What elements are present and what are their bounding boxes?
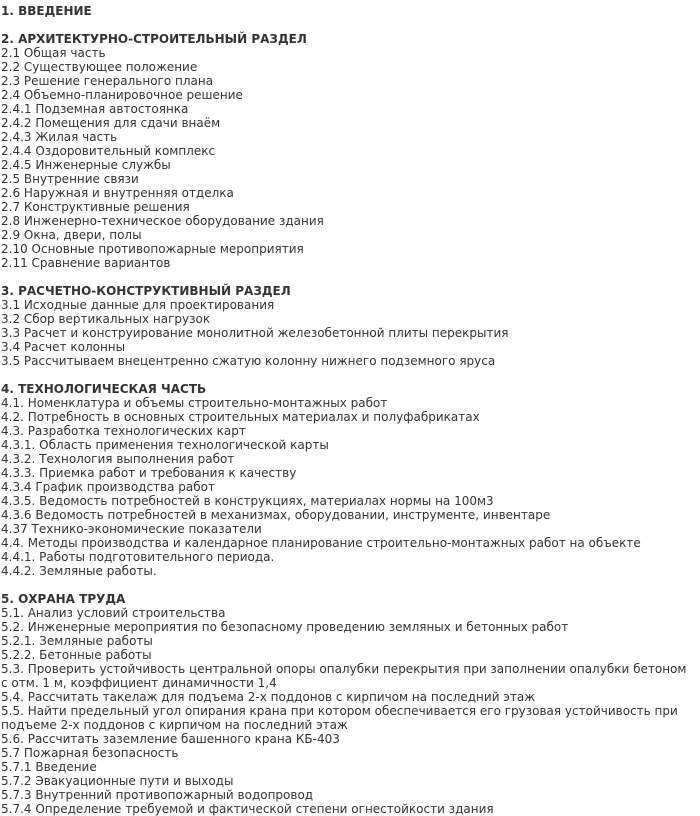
toc-item: 5.7.2 Эвакуационные пути и выходы	[1, 774, 234, 788]
toc-item: 4.4.2. Земляные работы.	[1, 564, 157, 578]
toc-item: 5.2.1. Земляные работы	[1, 634, 153, 648]
section-item-list	[1, 298, 696, 368]
section-item-list	[1, 46, 696, 270]
toc-item: 4.37 Технико-экономические показатели	[1, 522, 262, 536]
section-heading: 5. ОХРАНА ТРУДА	[1, 592, 126, 606]
toc-item: 5.7.3 Внутренний противопожарный водопровод	[1, 788, 314, 802]
section-heading: 1. ВВЕДЕНИЕ	[1, 4, 92, 18]
toc-item: 2.3 Решение генерального плана	[1, 74, 214, 88]
toc-item: 2.11 Сравнение вариантов	[1, 256, 171, 270]
section-item-list	[1, 396, 696, 578]
toc-item: 3.1 Исходные данные для проектирования	[1, 298, 275, 312]
toc-item: 2.10 Основные противопожарные мероприятия	[1, 242, 304, 256]
toc-item: 5.3. Проверить устойчивость центральной опоры опалубки перекрытия при заполнении опалубки бетоном с отм. 1 м, коэффициент динамичности 1,4	[1, 662, 687, 690]
toc-section	[1, 284, 696, 368]
toc-item: 4.3.4 График производства работ	[1, 480, 215, 494]
section-item-list	[1, 606, 696, 816]
toc-item: 5.7 Пожарная безопасность	[1, 746, 179, 760]
toc-item: 2.4.3 Жилая часть	[1, 130, 118, 144]
toc-item: 5.5. Найти предельный угол опирания крана при котором обеспечивается его грузовая устойчивость при подъеме 2-х поддонов с кирпичом на последний этаж	[1, 704, 678, 732]
toc-item: 4.4.1. Работы подготовительного периода.	[1, 550, 275, 564]
toc-item: 4.3.3. Приемка работ и требования к качеству	[1, 466, 297, 480]
toc-item: 2.4.5 Инженерные службы	[1, 158, 171, 172]
toc-item: 4.3. Разработка технологических карт	[1, 424, 246, 438]
toc-item: 2.4 Объемно-планировочное решение	[1, 88, 243, 102]
section-heading: 2. АРХИТЕКТУРНО-СТРОИТЕЛЬНЫЙ РАЗДЕЛ	[1, 32, 307, 46]
toc-item: 5.6. Рассчитать заземление башенного крана КБ-403	[1, 732, 340, 746]
toc-item: 5.2. Инженерные мероприятия по безопасному проведению земляных и бетонных работ	[1, 620, 569, 634]
toc-item: 2.4.2 Помещения для сдачи внаём	[1, 116, 221, 130]
toc-item: 2.4.1 Подземная автостоянка	[1, 102, 189, 116]
toc-item: 2.2 Существующее положение	[1, 60, 198, 74]
toc-section	[1, 592, 696, 816]
toc-item: 2.6 Наружная и внутренняя отделка	[1, 186, 234, 200]
toc-item: 2.5 Внутренние связи	[1, 172, 139, 186]
toc-item: 3.5 Рассчитываем внецентренно сжатую колонну нижнего подземного яруса	[1, 354, 496, 368]
toc-item: 2.1 Общая часть	[1, 46, 106, 60]
toc-section	[1, 32, 696, 270]
toc-item: 2.8 Инженерно-техническое оборудование здания	[1, 214, 324, 228]
section-heading: 4. ТЕХНОЛОГИЧЕСКАЯ ЧАСТЬ	[1, 382, 207, 396]
toc-item: 5.2.2. Бетонные работы	[1, 648, 152, 662]
toc-item: 3.3 Расчет и конструирование монолитной железобетонной плиты перекрытия	[1, 326, 509, 340]
toc-section	[1, 4, 696, 18]
toc-item: 4.3.6 Ведомость потребностей в механизмах, оборудовании, инструменте, инвентаре	[1, 508, 551, 522]
toc-item: 4.3.5. Ведомость потребностей в конструкциях, материалах нормы на 100м3	[1, 494, 494, 508]
toc-item: 5.7.1 Введение	[1, 760, 97, 774]
toc-section	[1, 382, 696, 578]
toc-item: 5.4. Рассчитать такелаж для подъема 2-х поддонов с кирпичом на последний этаж	[1, 690, 536, 704]
toc-item: 5.1. Анализ условий строительства	[1, 606, 226, 620]
toc-item: 4.4. Методы производства и календарное планирование строительно-монтажных работ на объекте	[1, 536, 641, 550]
toc-item: 5.7.4 Определение требуемой и фактической степени огнестойкости здания	[1, 802, 494, 816]
toc-item: 4.3.2. Технология выполнения работ	[1, 452, 235, 466]
toc-item: 2.4.4 Оздоровительный комплекс	[1, 144, 216, 158]
toc-item: 2.9 Окна, двери, полы	[1, 228, 142, 242]
toc-item: 4.3.1. Область применения технологической карты	[1, 438, 329, 452]
section-heading: 3. РАСЧЕТНО-КОНСТРУКТИВНЫЙ РАЗДЕЛ	[1, 284, 291, 298]
toc-item: 3.4 Расчет колонны	[1, 340, 126, 354]
toc-item: 4.1. Номенклатура и объемы строительно-монтажных работ	[1, 396, 388, 410]
toc-item: 4.2. Потребность в основных строительных материалах и полуфабрикатах	[1, 410, 480, 424]
toc-item: 2.7 Конструктивные решения	[1, 200, 190, 214]
toc-item: 3.2 Сбор вертикальных нагрузок	[1, 312, 211, 326]
